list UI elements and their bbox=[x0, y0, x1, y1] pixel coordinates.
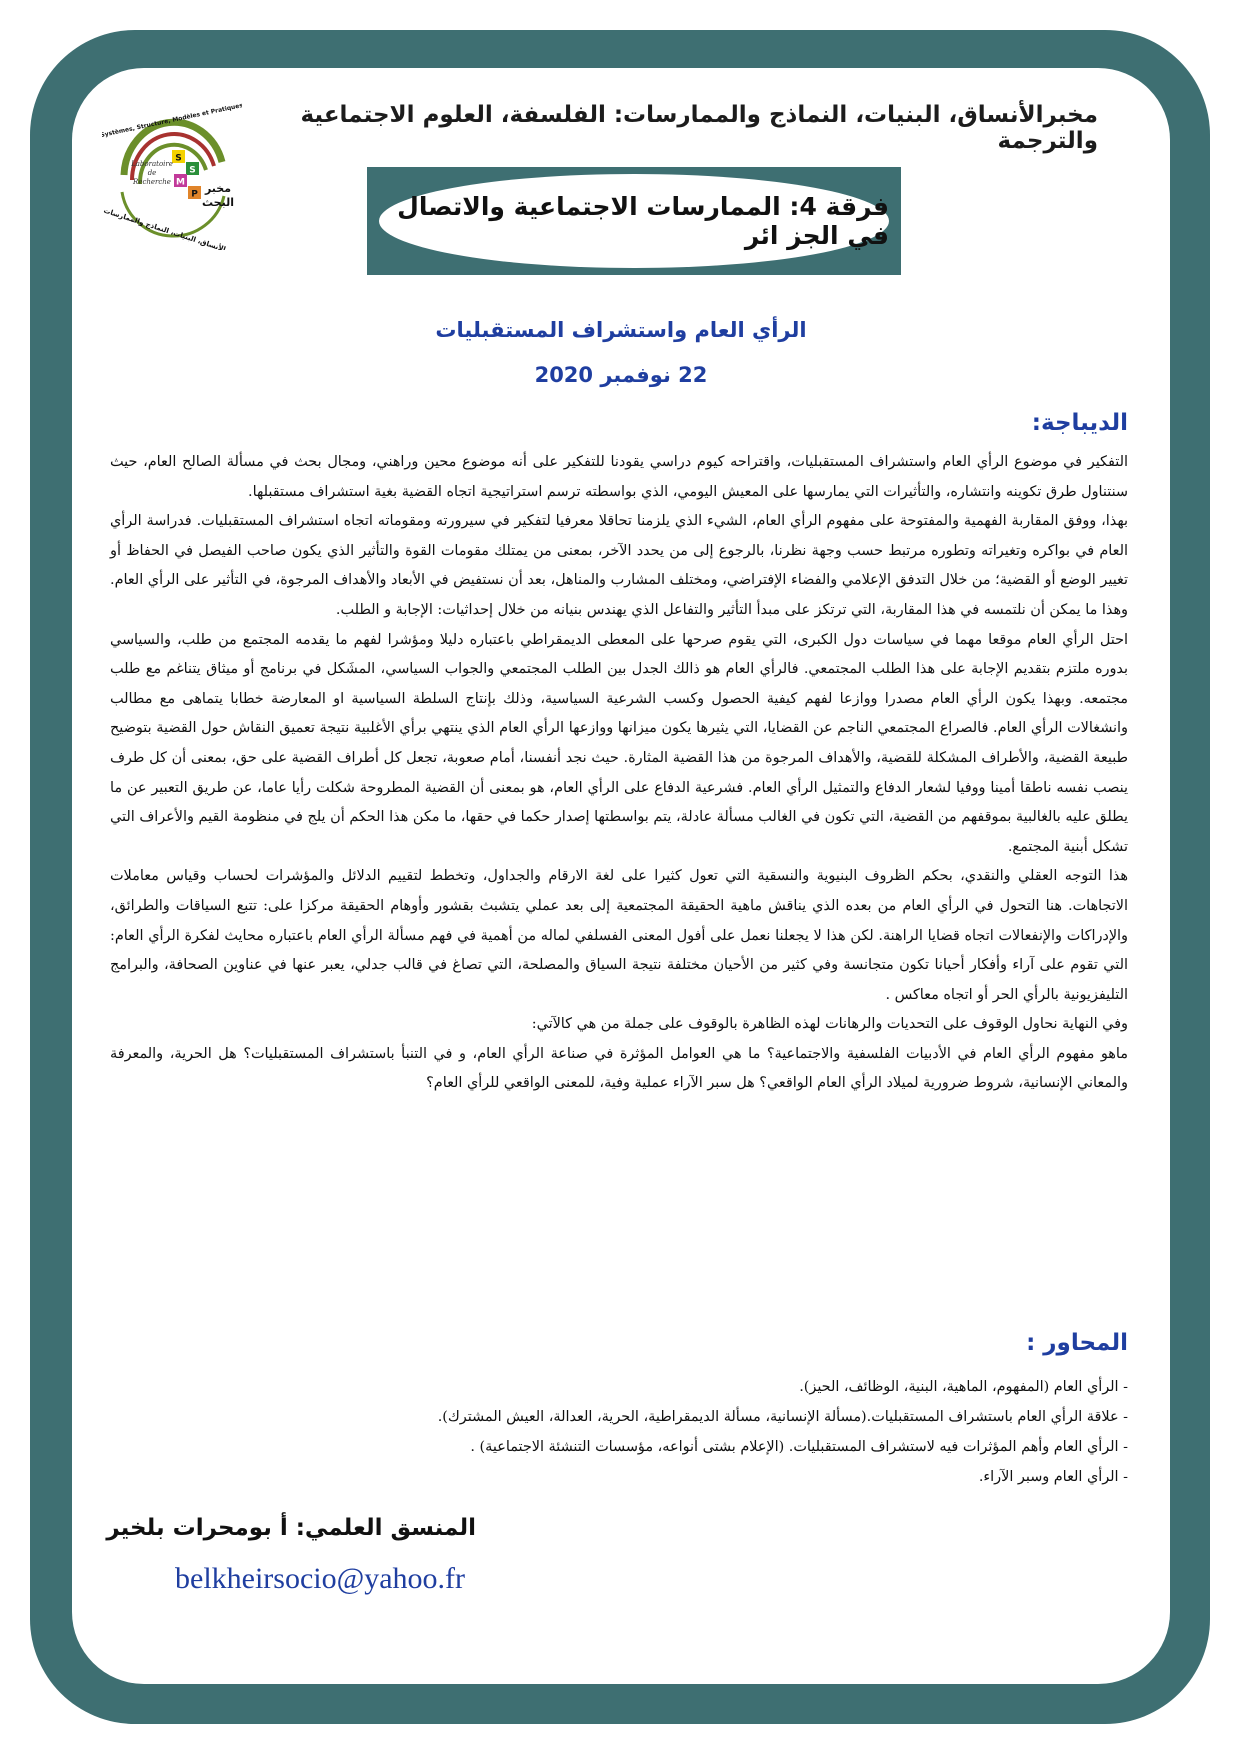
axis-item: - علاقة الرأي العام باستشراف المستقبليات.(مسألة الإنسانية، مسألة الديمقراطية، الحرية، العدالة، العيش المشترك). bbox=[128, 1402, 1128, 1432]
logo-inner-text-3: Recherche bbox=[133, 178, 171, 186]
axes-list bbox=[128, 1372, 1128, 1492]
event-date: 22 نوفمبر 2020 bbox=[534, 363, 708, 387]
logo-arabic-1: مخبر bbox=[204, 182, 232, 195]
logo-letter-1: S bbox=[175, 153, 182, 164]
logo-letter-4: P bbox=[191, 189, 198, 200]
preamble-body bbox=[110, 448, 1128, 1099]
logo-letter-2: S bbox=[189, 165, 196, 176]
logo-ring-bottom: الأنساق، البنيات، النماذج والممارسات bbox=[102, 206, 227, 250]
preamble-paragraph: وفي النهاية نحاول الوقوف على التحديات والرهانات لهذه الظاهرة بالوقوف على جملة من هي كالآتي: bbox=[531, 1016, 1128, 1033]
group-ellipse bbox=[379, 174, 889, 268]
axis-item: - الرأي العام (المفهوم، الماهية، البنية، الوظائف، الحيز). bbox=[128, 1372, 1128, 1402]
axis-item: - الرأي العام وسبر الآراء. bbox=[128, 1462, 1128, 1492]
logo-arabic-2: البحث bbox=[202, 196, 234, 209]
preamble-paragraph: ماهو مفهوم الرأي العام في الأدبيات الفلسفية والاجتماعية؟ ما هي العوامل المؤثرة في صناعة الرأي العام، و في التنبأ باستشراف المستقبليات؟ هل الحرية، والمعرفة والمعاني الإنسانية، شروط ضرورية لميلاد الرأي العام الواقعي؟ هل سبر الآراء عملية وفية، للمعنى الواقعي للرأي العام؟ bbox=[110, 1045, 1128, 1092]
logo-inner-text-2: de bbox=[147, 169, 157, 177]
lab-logo bbox=[102, 100, 242, 250]
coordinator: المنسق العلمي: أ بومحرات بلخير bbox=[106, 1515, 476, 1541]
axes-heading: المحاور : bbox=[1026, 1330, 1128, 1356]
logo-letter-3: M bbox=[176, 177, 185, 188]
preamble-heading: الديباجة: bbox=[1031, 410, 1128, 436]
event-title: الرأي العام واستشراف المستقبليات bbox=[435, 318, 807, 342]
preamble-paragraph: التفكير في موضوع الرأي العام واستشراف المستقبليات، واقتراحه كيوم دراسي يقودنا للتفكير على أنه موضوع محين وراهني، ومجال بحث في مسألة الصالح العام، حيث سنتناول طرق تكوينه وانتشاره، والتأثيرات التي يمارسها على المعيش اليومي، الذي بواسطته ترسم استراتيجية اتجاه القضية بغية استشراف مستقبلها. bbox=[110, 454, 1128, 500]
logo-ring-top: Systèmes, Structure, Modèles et Pratiques bbox=[102, 102, 242, 140]
preamble-paragraph: بهذا، ووفق المقاربة الفهمية والمفتوحة على مفهوم الرأي العام، الشيء الذي يلزمنا تحاقلا معرفيا لتفكير في سيرورته ومقوماته اتجاه استشراف المستقبليات. فدراسة الرأي العام في بواكره وتغيراته وتطوره مرتبط حسب وجهة نظرنا، بالرجوع إلى من يحدد الآخر، بمعنى من يمتلك مقومات القوة والتأثير الذي يكون صاحب الفيصل في الحفاظ أو تغيير الوضع أو القضية؛ من خلال التدفق الإعلامي والفضاء الإفتراضي، ومختلف المشارب والمناهل، بعد أن نستفيض في الأبعاد والأهداف المرجوة، في التأثير على الرأي العام. وهذا ما يمكن أن نلتمسه في هذا المقاربة، التي ترتكز على مبدأ التأثير والتفاعل الذي يهندس بنيانه من خلال إحداثيات: الإجابة و الطلب. bbox=[110, 513, 1128, 618]
group-title: فرقة 4: الممارسات الاجتماعية والاتصال في الجز ائر bbox=[397, 192, 889, 250]
contact-email[interactable]: belkheirsocio@yahoo.fr bbox=[175, 1562, 466, 1595]
group-banner bbox=[367, 167, 901, 275]
preamble-paragraph: احتل الرأي العام موقعا مهما في سياسات دول الكبرى، التي يقوم صرحها على المعطى الديمقراطي باعتباره دليلا ومؤشرا لفهم ما يقدمه المجتمع من طلب، والسياسي بدوره ملتزم بتقديم الإجابة على هذا الطلب المجتمعي. فالرأي العام هو ذالك الجدل بين الطلب المجتمعي والجواب السياسي، المشَكل في برنامج أو ميثاق يتناغم مع طلب مجتمعه. وبهذا يكون الرأي العام مصدرا ووازعا لفهم كيفية الحصول وكسب الشرعية السياسية، وذلك بإنتاج السلطة السياسية او المعارضة خطابا يتماهى مع مطالب وانشغالات الرأي العام. فالصراع المجتمعي الناجم عن القضايا، التي يثيرها يكون ميزانها ووازعها الرأي العام الذي ينتهي برأي الأغلبية نتيجة تعميق النقاش حول القضية بتوضيح طبيعة القضية، والأطراف المشكلة للقضية، والأهداف المرجوة من هذا القضية المثارة. حيث نجد أنفسنا، أمام صعوبة، تجعل كل أطراف القضية على حق، بمعنى أن كل طرف ينصب نفسه ناطقا أمينا ووفيا لشعار الدفاع والتمثيل الرأي العام. فشرعية الدفاع على الرأي العام، هو بمعنى أن القضية المطروحة شكلت رأيا عاما، عن طريق التعبير عن ما يطلق عليه بالغالبية بموقفهم من القضية، التي تكون في الغالب مسألة عادلة، يتم بواسطتها إصدار حكما في حقها، ما مكن هذا الحكم أن يلج في منظومة القيم والأعراف التي تشكل أبنية المجتمع. bbox=[110, 631, 1128, 855]
content-panel bbox=[72, 68, 1170, 1684]
preamble-paragraph: هذا التوجه العقلي والنقدي، بحكم الظروف البنيوية والنسقية التي تعول كثيرا على لغة الارقام والجداول، وتخطط لتقييم الدلائل والمؤشرات لحساب وقياس معاملات الاتجاهات. هنا التحول في الرأي العام من بعده الذي يناقش ماهية الحقيقة المجتمعية إلى بعد عملي يتشبث بقشور وأوهام الحقيقة مركزا على: تتبع السياقات والطرائق، والإدراكات والإنفعالات اتجاه قضايا الراهنة. لكن هذا لا يجعلنا نعمل على أفول المعنى الفسلفي لماله من أهمية في فهم مسألة الرأي العام باعتباره محايث لفكرة الرأي العام: التي تقوم على آراء وأفكار أحيانا تكون متجانسة وفي كثير من الأحيان مختلفة نتيجة السياق والمصلحة، التي تصاغ في قالب جدلي، يعبر عنها في عناوين الصحافة، والبرامج التليفزيونية بالرأي الحر أو اتجاه معاكس . bbox=[110, 868, 1128, 1003]
logo-inner-text-1: Laboratoire bbox=[131, 160, 173, 168]
axis-item: - الرأي العام وأهم المؤثرات فيه لاستشراف المستقبليات. (الإعلام بشتى أنواعه، مؤسسات التنشئة الاجتماعية) . bbox=[128, 1432, 1128, 1462]
lab-title: مخبرالأنساق، البنيات، النماذج والممارسات: الفلسفة، العلوم الاجتماعية والترجمة bbox=[300, 102, 1098, 154]
